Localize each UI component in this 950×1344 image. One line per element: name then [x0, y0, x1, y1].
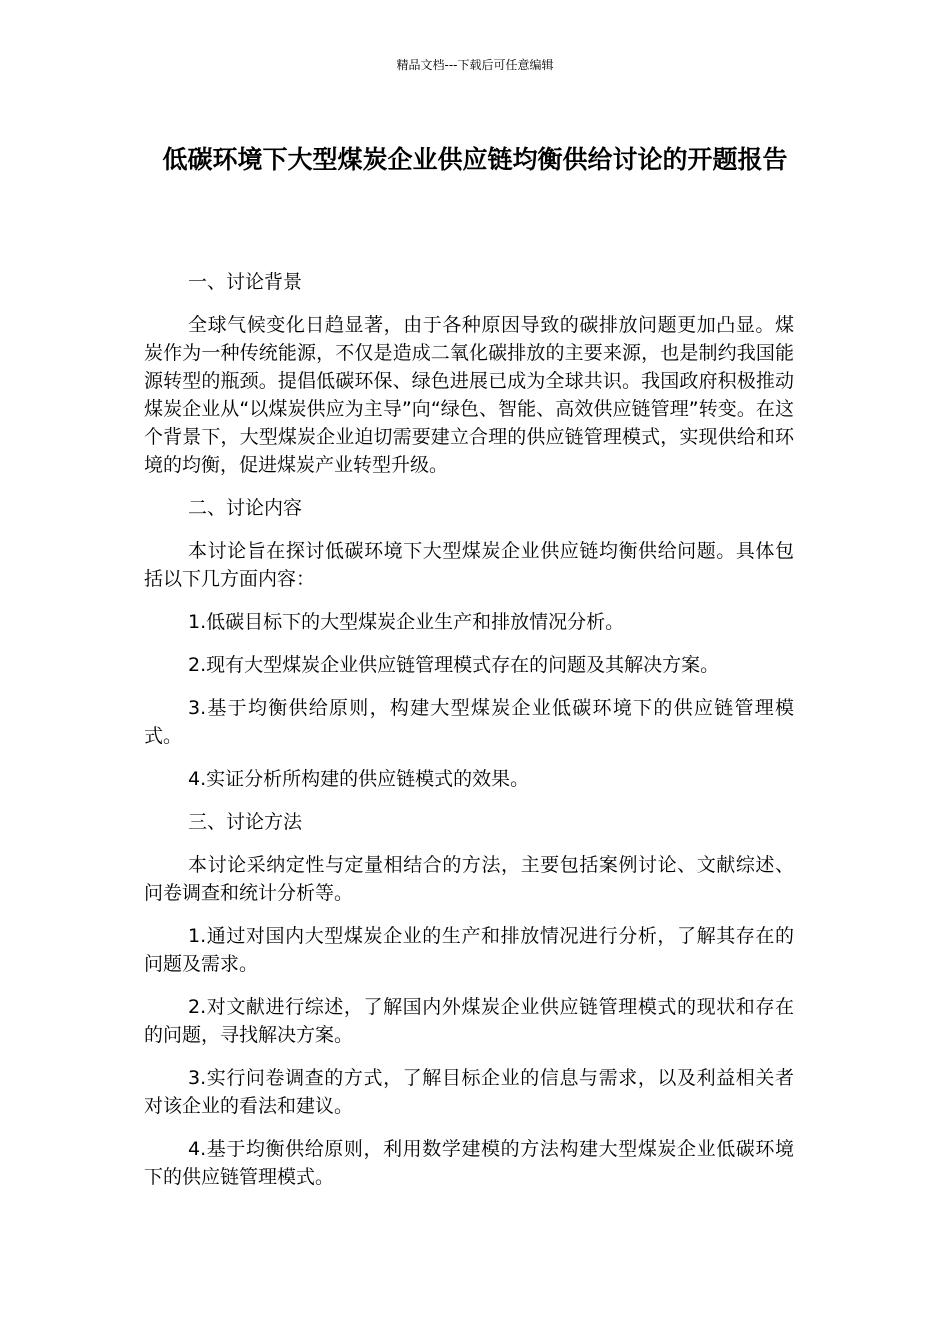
- content-item: 4.实证分析所构建的供应链模式的效果。: [188, 768, 530, 790]
- section-heading-background: 一、讨论背景: [188, 271, 303, 293]
- document-body: [144, 268, 794, 1206]
- content-item: 2.现有大型煤炭企业供应链管理模式存在的问题及其解决方案。: [188, 654, 720, 676]
- content-item: 1.低碳目标下的大型煤炭企业生产和排放情况分析。: [188, 611, 625, 633]
- document-title: 低碳环境下大型煤炭企业供应链均衡供给讨论的开题报告: [162, 145, 788, 174]
- method-item: 3.实行问卷调查的方式，了解目标企业的信息与需求，以及利益相关者对该企业的看法和建议。: [144, 1067, 794, 1117]
- section-heading-content: 二、讨论内容: [188, 497, 303, 519]
- method-intro-paragraph: 本讨论采纳定性与定量相结合的方法，主要包括案例讨论、文献综述、问卷调查和统计分析等。: [144, 854, 794, 904]
- method-item: 1.通过对国内大型煤炭企业的生产和排放情况进行分析，了解其存在的问题及需求。: [144, 925, 794, 975]
- section-heading-method: 三、讨论方法: [188, 811, 303, 833]
- page-header: 精品文档---下载后可任意编辑: [396, 58, 554, 72]
- method-item: 2.对文献进行综述，了解国内外煤炭企业供应链管理模式的现状和存在的问题，寻找解决方案。: [144, 996, 794, 1046]
- content-item: 3.基于均衡供给原则，构建大型煤炭企业低碳环境下的供应链管理模式。: [144, 697, 794, 747]
- background-paragraph: 全球气候变化日趋显著，由于各种原因导致的碳排放问题更加凸显。煤炭作为一种传统能源，不仅是造成二氧化碳排放的主要来源，也是制约我国能源转型的瓶颈。提倡低碳环保、绿色进展已成为全球共识。我国政府积极推动煤炭企业从“以煤炭供应为主导”向“绿色、智能、高效供应链管理”转变。在这个背景下，大型煤炭企业迫切需要建立合理的供应链管理模式，实现供给和环境的均衡，促进煤炭产业转型升级。: [144, 314, 794, 476]
- content-intro-paragraph: 本讨论旨在探讨低碳环境下大型煤炭企业供应链均衡供给问题。具体包括以下几方面内容：: [144, 540, 794, 590]
- method-item: 4.基于均衡供给原则，利用数学建模的方法构建大型煤炭企业低碳环境下的供应链管理模式。: [144, 1138, 794, 1188]
